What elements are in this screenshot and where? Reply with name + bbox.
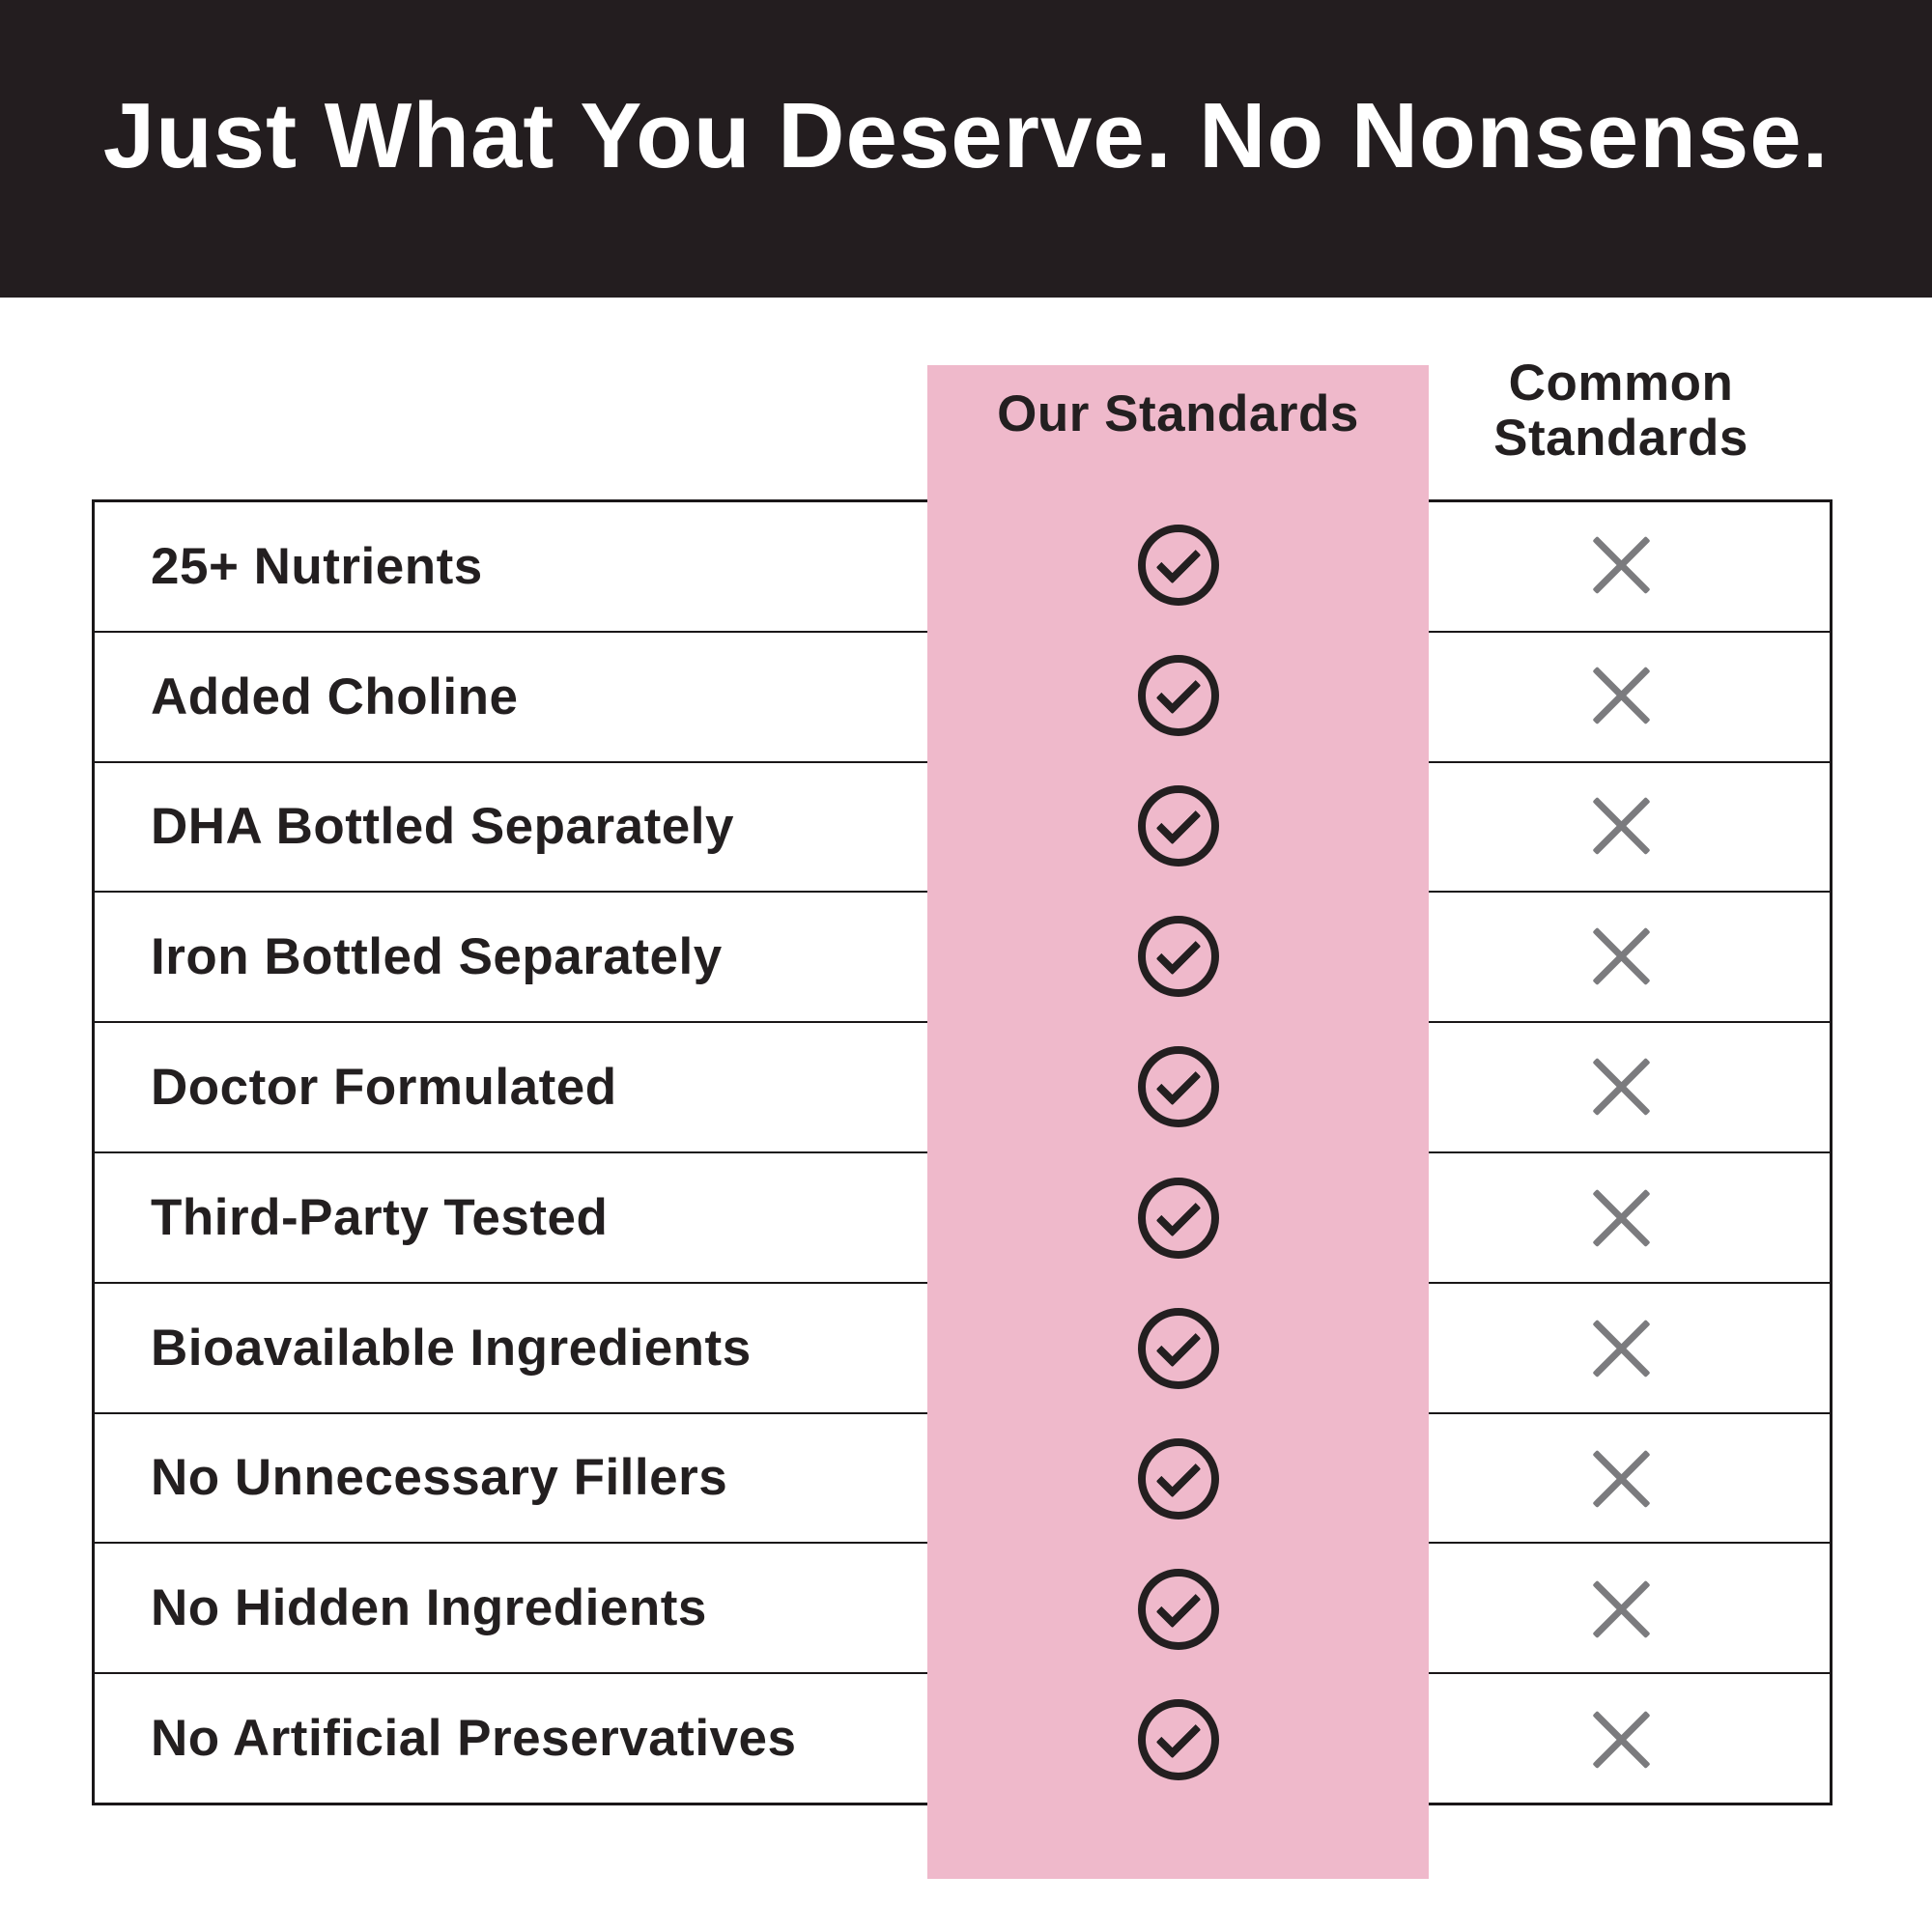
common-header-line2: Standards [1493, 410, 1748, 467]
header-banner [0, 0, 1932, 298]
x-mark-icon [1594, 799, 1648, 853]
row-label: Added Choline [151, 668, 519, 725]
x-mark-icon [1594, 1060, 1648, 1114]
x-mark-icon [1594, 1321, 1648, 1376]
row-label: No Artificial Preservatives [151, 1710, 797, 1768]
check-circle-icon [1138, 1046, 1219, 1127]
our-standards-icon-column [927, 499, 1429, 1805]
x-mark-icon [1594, 1191, 1648, 1245]
check-circle-icon [1138, 1438, 1219, 1520]
row-label: No Unnecessary Fillers [151, 1449, 728, 1507]
x-mark-icon [1594, 1452, 1648, 1506]
x-mark-icon [1594, 1713, 1648, 1767]
common-standards-icon-column [1429, 499, 1813, 1805]
row-label: DHA Bottled Separately [151, 798, 734, 856]
column-header-our-standards: Our Standards [997, 384, 1359, 442]
x-mark-icon [1594, 668, 1648, 723]
row-label: No Hidden Ingredients [151, 1579, 707, 1637]
check-circle-icon [1138, 1308, 1219, 1389]
row-label: Iron Bottled Separately [151, 928, 723, 986]
check-circle-icon [1138, 525, 1219, 606]
row-label: Doctor Formulated [151, 1059, 617, 1117]
check-circle-icon [1138, 1178, 1219, 1259]
page-title: Just What You Deserve. No Nonsense. [102, 84, 1830, 187]
check-circle-icon [1138, 916, 1219, 997]
row-label: Bioavailable Ingredients [151, 1319, 752, 1377]
check-circle-icon [1138, 1569, 1219, 1650]
x-mark-icon [1594, 1582, 1648, 1636]
row-label: Third-Party Tested [151, 1188, 609, 1246]
check-circle-icon [1138, 785, 1219, 867]
common-header-line1: Common [1508, 355, 1734, 412]
x-mark-icon [1594, 538, 1648, 592]
check-circle-icon [1138, 1699, 1219, 1780]
check-circle-icon [1138, 655, 1219, 736]
x-mark-icon [1594, 929, 1648, 983]
row-label: 25+ Nutrients [151, 537, 483, 595]
column-header-common-standards [1429, 355, 1813, 466]
